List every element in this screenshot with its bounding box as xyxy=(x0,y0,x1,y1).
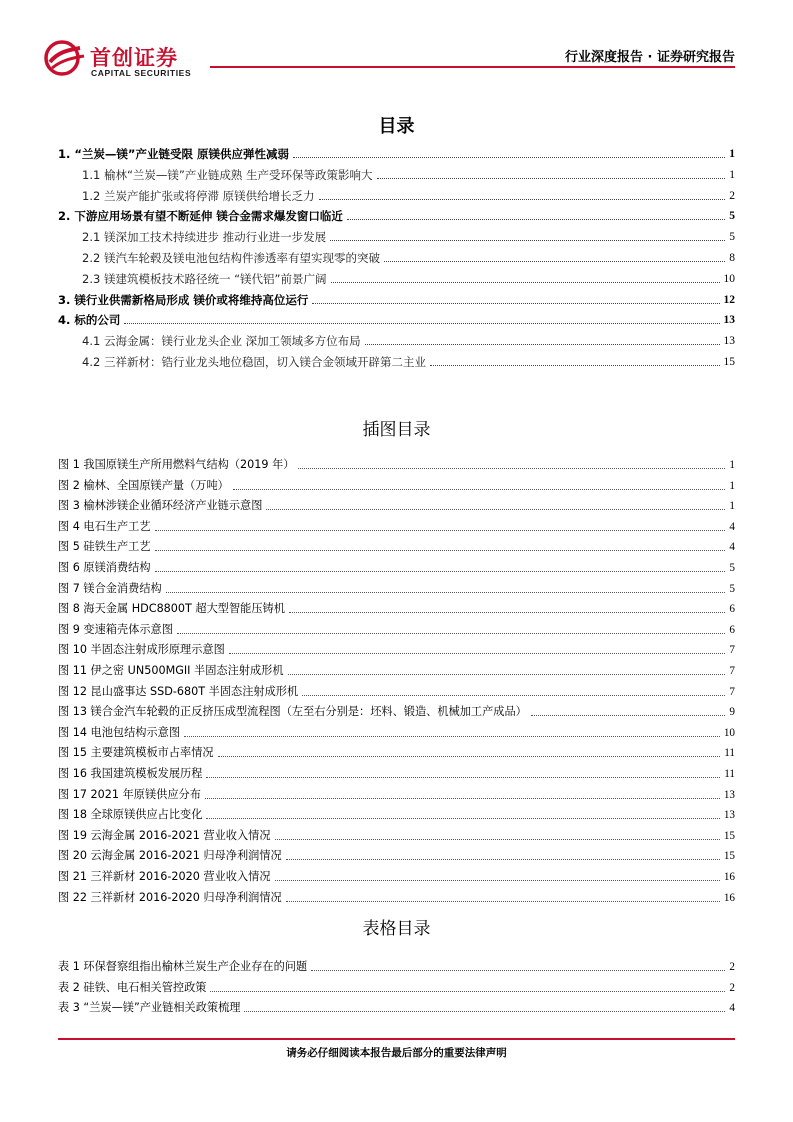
figure-entry-text: 图 3 榆林涉镁企业循环经济产业链示意图 xyxy=(58,499,263,513)
toc-entry-page: 13 xyxy=(723,335,735,348)
figure-entry-page: 16 xyxy=(723,871,735,883)
figure-entry-page: 16 xyxy=(723,891,735,904)
toc-entry-page: 10 xyxy=(723,272,735,285)
figure-entry-page: 5 xyxy=(729,582,735,595)
capital-securities-logo-icon xyxy=(44,40,86,76)
table-entry[interactable] xyxy=(58,999,735,1015)
figure-entry-page: 13 xyxy=(723,809,735,822)
table-entry-page: 4 xyxy=(729,1002,735,1014)
toc-entry-text: 4.2 三祥新材：锆行业龙头地位稳固，切入镁合金领域开辟第二主业 xyxy=(82,355,426,369)
dot-leader xyxy=(229,653,726,654)
dot-leader xyxy=(155,530,726,531)
figure-entry-text: 图 8 海天金属 HDC8800T 超大型智能压铸机 xyxy=(58,602,285,616)
header-divider xyxy=(210,66,735,68)
logo-chinese-name: 首创证券 xyxy=(90,46,178,70)
toc-entry-page: 5 xyxy=(729,231,735,244)
table-entry-page: 2 xyxy=(729,961,735,973)
toc-entry-text: 3. 镁行业供需新格局形成 镁价或将维持高位运行 xyxy=(58,292,309,307)
figure-entry-page: 11 xyxy=(724,768,735,780)
footer-divider xyxy=(58,1038,735,1040)
dot-leader xyxy=(312,303,719,304)
figure-entry-page: 9 xyxy=(729,706,735,719)
figure-entry[interactable] xyxy=(58,662,735,678)
toc-entry-page: 1 xyxy=(729,148,735,160)
figure-entry-page: 7 xyxy=(729,644,735,657)
company-logo xyxy=(44,40,224,82)
figure-entry-text: 图 11 伊之密 UN500MGII 半固态注射成形机 xyxy=(58,664,284,677)
toc-entry[interactable] xyxy=(82,332,735,348)
figure-entry-text: 图 19 云海金属 2016-2021 营业收入情况 xyxy=(58,828,271,842)
figure-entry-page: 4 xyxy=(729,541,735,554)
dot-leader xyxy=(218,756,721,757)
toc-entry-text: 1.2 兰炭产能扩张或将停滞 原镁供给增长乏力 xyxy=(82,188,315,203)
dot-leader xyxy=(319,199,726,200)
figure-entry[interactable] xyxy=(58,559,735,575)
dot-leader xyxy=(531,715,726,716)
figure-entry[interactable] xyxy=(58,744,735,760)
figure-entry[interactable] xyxy=(58,580,735,596)
figure-entry[interactable] xyxy=(58,889,735,905)
dot-leader xyxy=(233,489,726,490)
dot-leader xyxy=(430,365,720,366)
toc-entry-text: 4.1 云海金属：镁行业龙头企业 深加工领域多方位布局 xyxy=(82,334,361,349)
figure-entry[interactable] xyxy=(58,456,735,472)
toc-entry-page: 2 xyxy=(729,189,735,202)
figure-entry[interactable] xyxy=(58,847,735,863)
figure-entry[interactable] xyxy=(58,683,735,699)
toc-entry[interactable] xyxy=(58,291,735,307)
dot-leader xyxy=(311,970,725,971)
figure-entry-page: 4 xyxy=(729,520,735,533)
figure-entry-text: 图 9 变速箱壳体示意图 xyxy=(58,622,173,636)
dot-leader xyxy=(377,178,726,179)
toc-entry-text: 1.1 榆林“兰炭—镁”产业链成熟 生产受环保等政策影响大 xyxy=(82,167,373,182)
dot-leader xyxy=(210,991,725,992)
toc-entry[interactable] xyxy=(58,311,735,327)
figure-entry[interactable] xyxy=(58,641,735,657)
figure-entry-page: 1 xyxy=(729,479,735,492)
figure-entry[interactable] xyxy=(58,703,735,719)
dot-leader xyxy=(330,240,725,241)
figure-entry-text: 图 14 电池包结构示意图 xyxy=(58,725,181,739)
table-entry-text: 表 2 硅铁、电石相关管控政策 xyxy=(58,980,207,994)
figure-entry[interactable] xyxy=(58,765,735,781)
toc-entry[interactable] xyxy=(82,228,735,244)
logo-english-name: CAPITAL SECURITIES xyxy=(91,68,192,78)
figure-entry-page: 15 xyxy=(723,829,735,842)
dot-leader xyxy=(206,818,719,819)
dot-leader xyxy=(206,777,720,778)
toc-entry[interactable] xyxy=(82,353,735,369)
tables-title: 表格目录 xyxy=(362,919,431,939)
dot-leader xyxy=(384,261,725,262)
toc-entry-text: 2.1 镁深加工技术持续进步 推动行业进一步发展 xyxy=(82,230,327,245)
figure-entry-page: 13 xyxy=(723,788,735,801)
figure-entry[interactable] xyxy=(58,600,735,616)
figure-entry-text: 图 15 主要建筑模板市占率情况 xyxy=(58,746,214,760)
figure-entry-page: 5 xyxy=(729,562,735,574)
figure-entry[interactable] xyxy=(58,518,735,534)
figures-title: 插图目录 xyxy=(362,420,431,440)
figure-entry-page: 6 xyxy=(729,623,735,636)
figure-entry[interactable] xyxy=(58,827,735,843)
dot-leader xyxy=(331,282,720,283)
toc-entry-text: 2. 下游应用场景有望不断延伸 镁合金需求爆发窗口临近 xyxy=(58,209,343,224)
toc-entry[interactable] xyxy=(82,187,735,203)
toc-entry[interactable] xyxy=(82,166,735,182)
dot-leader xyxy=(244,1011,725,1012)
table-entry-text: 表 3 “兰炭—镁”产业链相关政策梳理 xyxy=(58,1001,241,1014)
dot-leader xyxy=(155,571,726,572)
figure-entry-page: 7 xyxy=(729,665,735,677)
figure-entry-page: 6 xyxy=(729,603,735,616)
figure-entry-text: 图 20 云海金属 2016-2021 归母净利润情况 xyxy=(58,849,282,863)
dot-leader xyxy=(289,612,725,613)
dot-leader xyxy=(177,633,725,634)
dot-leader xyxy=(302,695,725,696)
toc-entry[interactable] xyxy=(58,207,735,223)
dot-leader xyxy=(166,592,726,593)
figure-entry[interactable] xyxy=(58,621,735,637)
figure-entry[interactable] xyxy=(58,477,735,493)
dot-leader xyxy=(286,901,720,902)
toc-entry-text: 2.3 镁建筑模板技术路径统一 “镁代铝”前景广阔 xyxy=(82,271,327,286)
toc-entry-page: 12 xyxy=(723,293,735,306)
dot-leader xyxy=(286,859,720,860)
figure-entry[interactable] xyxy=(58,868,735,884)
figure-entry-text: 图 5 硅铁生产工艺 xyxy=(58,540,151,554)
figure-entry-text: 图 21 三祥新材 2016-2020 营业收入情况 xyxy=(58,870,271,883)
figure-entry-text: 图 10 半固态注射成形原理示意图 xyxy=(58,643,225,657)
dot-leader xyxy=(266,509,725,510)
dot-leader xyxy=(298,468,725,469)
figure-entry[interactable] xyxy=(58,538,735,554)
figure-entry[interactable] xyxy=(58,806,735,822)
figure-entry[interactable] xyxy=(58,497,735,513)
figure-entry-page: 1 xyxy=(729,500,735,513)
figure-entry-text: 图 6 原镁消费结构 xyxy=(58,561,151,574)
dot-leader xyxy=(365,344,720,345)
figure-entry-text: 图 2 榆林、全国原镁产量（万吨） xyxy=(58,478,229,492)
dot-leader xyxy=(293,157,725,158)
figure-entry-page: 7 xyxy=(729,685,735,698)
legal-notice: 请务必仔细阅读本报告最后部分的重要法律声明 xyxy=(286,1047,507,1059)
figure-entry-page: 15 xyxy=(723,850,735,863)
report-type-tag: 行业深度报告 · 证券研究报告 xyxy=(565,50,735,65)
figure-entry-text: 图 22 三祥新材 2016-2020 归母净利润情况 xyxy=(58,890,282,904)
figure-entry[interactable] xyxy=(58,724,735,740)
dot-leader xyxy=(124,323,719,324)
dot-leader xyxy=(155,550,726,551)
toc-entry-page: 8 xyxy=(729,252,735,264)
toc-entry-page: 1 xyxy=(729,168,735,181)
dot-leader xyxy=(275,839,720,840)
toc-entry-text: 1. “兰炭—镁”产业链受限 原镁供应弹性减弱 xyxy=(58,147,289,161)
figure-entry-page: 11 xyxy=(724,747,735,760)
toc-entry-page: 5 xyxy=(729,210,735,223)
figure-entry-page: 1 xyxy=(729,459,735,471)
toc-entry[interactable] xyxy=(58,145,735,161)
toc-entry-page: 13 xyxy=(723,314,735,327)
table-entry[interactable] xyxy=(58,958,735,974)
toc-entry-page: 15 xyxy=(723,356,735,368)
figure-entry-text: 图 1 我国原镁生产所用燃料气结构（2019 年） xyxy=(58,458,295,471)
dot-leader xyxy=(205,798,720,799)
toc-entry[interactable] xyxy=(82,270,735,286)
figure-entry-text: 图 13 镁合金汽车轮毂的正反挤压成型流程图（左至右分别是：坯料、锻造、机械加工产成品） xyxy=(58,705,527,719)
toc-title: 目录 xyxy=(378,116,415,137)
table-entry[interactable] xyxy=(58,979,735,995)
figure-entry-text: 图 17 2021 年原镁供应分布 xyxy=(58,787,201,801)
figure-entry-page: 10 xyxy=(723,726,735,739)
dot-leader xyxy=(275,880,720,881)
table-entry-text: 表 1 环保督察组指出榆林兰炭生产企业存在的问题 xyxy=(58,960,308,973)
figure-entry[interactable] xyxy=(58,786,735,802)
dot-leader xyxy=(288,674,726,675)
toc-entry-text: 4. 标的公司 xyxy=(58,313,121,328)
figure-entry-text: 图 4 电石生产工艺 xyxy=(58,519,151,533)
figure-entry-text: 图 18 全球原镁供应占比变化 xyxy=(58,808,203,822)
table-entry-page: 2 xyxy=(729,981,735,994)
toc-entry-text: 2.2 镁汽车轮毂及镁电池包结构件渗透率有望实现零的突破 xyxy=(82,251,380,265)
toc-entry[interactable] xyxy=(82,249,735,265)
figure-entry-text: 图 12 昆山盛事达 SSD-680T 半固态注射成形机 xyxy=(58,684,299,698)
dot-leader xyxy=(347,219,725,220)
figure-entry-text: 图 7 镁合金消费结构 xyxy=(58,581,162,595)
figure-entry-text: 图 16 我国建筑模板发展历程 xyxy=(58,767,203,780)
dot-leader xyxy=(184,736,720,737)
